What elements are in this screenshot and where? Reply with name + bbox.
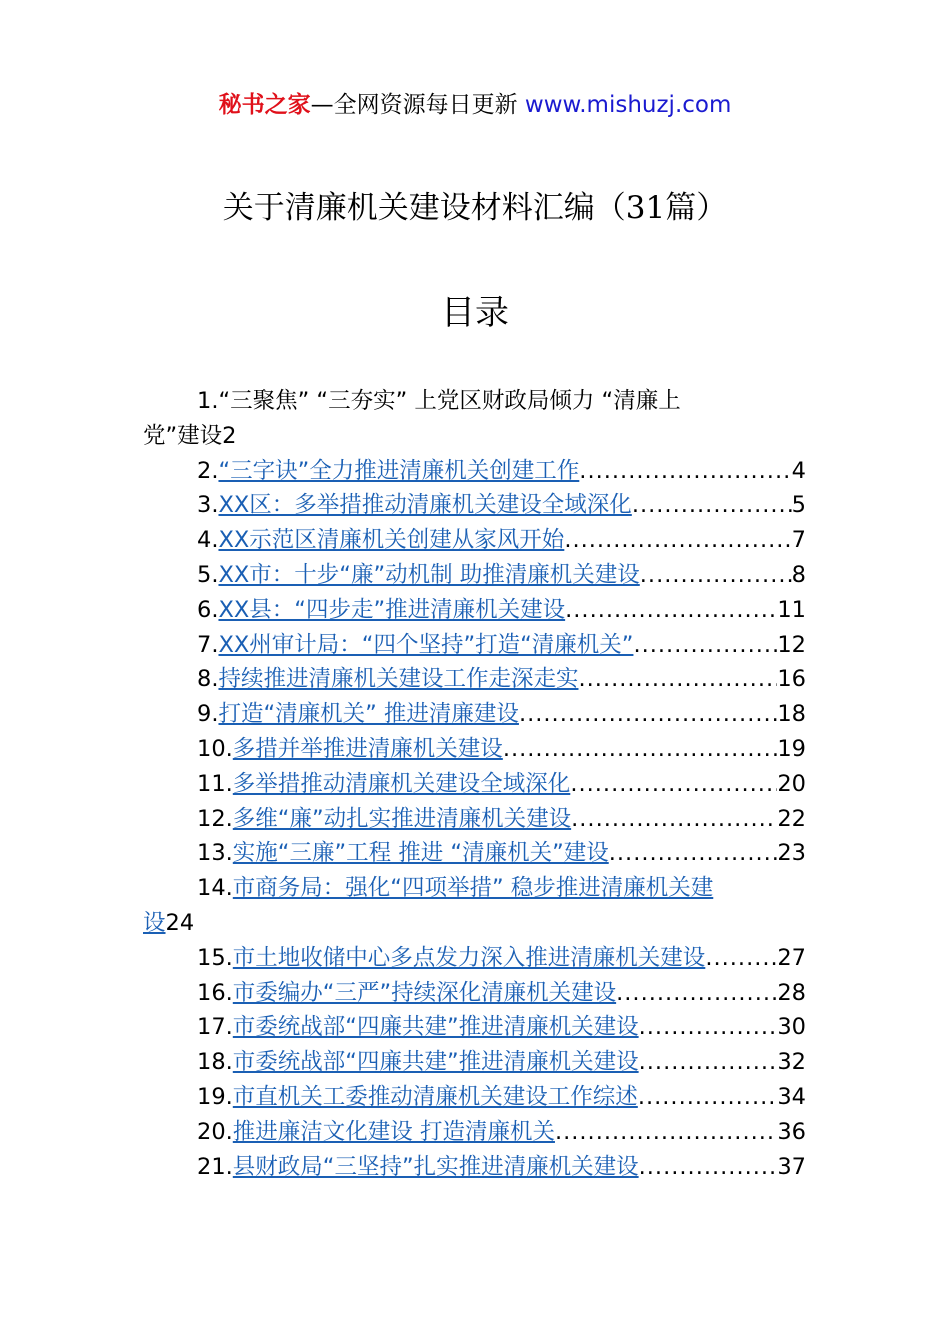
toc-page-number: 12 (777, 631, 806, 658)
toc-entry[interactable] (143, 871, 806, 941)
header-slogan: —全网资源每日更新 (310, 92, 525, 118)
toc-entry-title[interactable]: XX县：“四步走”推进清廉机关建设 (218, 596, 566, 623)
toc-entry-title[interactable]: 县财政局“三坚持”扎实推进清廉机关建设 (232, 1153, 639, 1180)
toc-entry-number: 20. (197, 1118, 233, 1145)
toc-entry-number: 18. (197, 1049, 233, 1076)
toc-entry-title[interactable]: 多举措推动清廉机关建设全域深化 (232, 770, 571, 797)
toc-page-number: 20 (777, 770, 806, 797)
toc-entry-number: 10. (197, 735, 233, 762)
toc-entry[interactable] (143, 558, 806, 593)
toc-page-number: 34 (777, 1083, 806, 1110)
toc-entry-number: 6. (197, 596, 219, 623)
toc-leader-dots (565, 593, 777, 628)
toc-entry-title[interactable]: 多措并举推进清廉机关建设 (232, 735, 503, 762)
toc-entry-title[interactable]: 市土地收储中心多点发力深入推进清廉机关建设 (232, 944, 706, 971)
toc-page-number: 23 (777, 840, 806, 867)
toc-page-number: 36 (777, 1118, 806, 1145)
toc-page-number: 28 (777, 979, 806, 1006)
toc-entry-title[interactable]: 推进廉洁文化建设 打造清廉机关 (232, 1118, 555, 1145)
toc-page-number: 5 (791, 492, 806, 519)
toc-entry-title[interactable]: 打造“清廉机关” 推进清廉建设 (218, 701, 519, 728)
toc-page-number: 4 (791, 457, 806, 484)
toc-page-number: 16 (777, 666, 806, 693)
toc-leader-dots (570, 767, 777, 802)
toc-entry-title-continued: 党”建设 (143, 422, 223, 449)
toc-entry-number: 17. (197, 1014, 233, 1041)
toc-entry-line1 (143, 384, 806, 419)
toc-leader-dots (705, 941, 777, 976)
toc-page-number: 27 (777, 944, 806, 971)
toc-leader-dots (639, 1150, 778, 1185)
toc-page-number: 19 (777, 735, 806, 762)
toc-entry-number: 5. (197, 561, 219, 588)
toc-entry-title[interactable]: 持续推进清廉机关建设工作走深走实 (218, 666, 579, 693)
toc-entry[interactable] (143, 1150, 806, 1185)
toc-leader-dots (564, 523, 791, 558)
brand-name: 秘书之家 (218, 92, 311, 118)
toc-entry[interactable] (143, 697, 806, 732)
toc-entry-number: 3. (197, 492, 219, 519)
document-title: 关于清廉机关建设材料汇编（31篇） (222, 190, 728, 226)
toc-entry[interactable] (143, 488, 806, 523)
site-url-link[interactable]: www.mishuzj.com (524, 92, 732, 118)
toc-entry[interactable] (143, 941, 806, 976)
toc-entry[interactable] (143, 628, 806, 663)
toc-page-number: 18 (777, 701, 806, 728)
toc-entry[interactable] (143, 836, 806, 871)
toc-page-number: 37 (777, 1153, 806, 1180)
toc-leader-dots (579, 454, 791, 489)
toc-leader-dots (503, 732, 778, 767)
toc-entry[interactable] (143, 1045, 806, 1080)
toc-leader-dots (609, 836, 778, 871)
toc-entry-line2 (143, 906, 806, 941)
toc-entry-title[interactable]: XX市：十步“廉”动机制 助推清廉机关建设 (218, 561, 640, 588)
toc-leader-dots (640, 558, 792, 593)
toc-leader-dots (578, 662, 777, 697)
table-of-contents (143, 384, 806, 1184)
toc-entry[interactable] (143, 732, 806, 767)
toc-entry[interactable] (143, 976, 806, 1011)
toc-entry-number: 19. (197, 1083, 233, 1110)
toc-entry-title[interactable]: XX区：多举措推动清廉机关建设全域深化 (218, 492, 632, 519)
toc-entry-title[interactable]: 市委编办“三严”持续深化清廉机关建设 (232, 979, 617, 1006)
toc-entry-title-continued[interactable]: 设 (143, 909, 166, 936)
toc-entry-number: 21. (197, 1153, 233, 1180)
toc-leader-dots (555, 1115, 777, 1150)
toc-entry[interactable] (143, 523, 806, 558)
toc-entry-title: “三聚焦” “三夯实” 上党区财政局倾力 “清廉上 (218, 388, 681, 414)
toc-entry-number: 16. (197, 979, 233, 1006)
toc-page-number: 2 (222, 422, 237, 449)
toc-entry[interactable] (143, 454, 806, 489)
toc-heading: 目录 (441, 293, 509, 333)
toc-page-number: 8 (791, 561, 806, 588)
toc-entry-line2 (143, 419, 806, 454)
toc-entry-line1 (143, 871, 806, 906)
toc-entry[interactable] (143, 662, 806, 697)
toc-entry[interactable] (143, 1115, 806, 1150)
toc-entry-title[interactable]: 多维“廉”动扎实推进清廉机关建设 (232, 805, 572, 832)
toc-entry-title[interactable]: 市商务局：强化“四项举措” 稳步推进清廉机关建 (232, 875, 714, 902)
toc-entry[interactable] (143, 1010, 806, 1045)
toc-entry[interactable] (143, 384, 806, 454)
toc-entry-title[interactable]: 市委统战部“四廉共建”推进清廉机关建设 (232, 1049, 639, 1076)
toc-leader-dots (632, 488, 792, 523)
toc-entry-title[interactable]: 市委统战部“四廉共建”推进清廉机关建设 (232, 1014, 639, 1041)
toc-entry-number: 1. (197, 388, 219, 414)
toc-page-number: 30 (777, 1014, 806, 1041)
toc-entry-number: 4. (197, 527, 219, 554)
toc-page-number: 7 (791, 527, 806, 554)
toc-entry-number: 8. (197, 666, 219, 693)
toc-leader-dots (616, 976, 777, 1011)
toc-entry[interactable] (143, 802, 806, 837)
toc-entry[interactable] (143, 593, 806, 628)
toc-page-number: 22 (777, 805, 806, 832)
toc-entry[interactable] (143, 1080, 806, 1115)
toc-entry-title[interactable]: 市直机关工委推动清廉机关建设工作综述 (232, 1083, 638, 1110)
site-header (0, 88, 950, 122)
toc-page-number: 32 (777, 1049, 806, 1076)
toc-leader-dots (571, 802, 777, 837)
toc-entry-number: 15. (197, 944, 233, 971)
toc-entry-title[interactable]: 实施“三廉”工程 推进 “清廉机关”建设 (232, 840, 609, 867)
toc-entry-number: 14. (197, 875, 233, 902)
toc-entry-number: 9. (197, 701, 219, 728)
toc-entry[interactable] (143, 767, 806, 802)
toc-leader-dots (639, 1045, 778, 1080)
toc-leader-dots (639, 1010, 778, 1045)
toc-entry-number: 7. (197, 631, 219, 658)
toc-entry-number: 11. (197, 770, 233, 797)
toc-entry-title[interactable]: XX示范区清廉机关创建从家风开始 (218, 527, 565, 554)
toc-leader-dots (519, 697, 777, 732)
toc-entry-title[interactable]: XX州审计局：“四个坚持”打造“清廉机关” (218, 631, 634, 658)
toc-entry-title[interactable]: “三字诀”全力推进清廉机关创建工作 (218, 457, 580, 484)
toc-page-number: 24 (165, 909, 195, 936)
toc-entry-number: 12. (197, 805, 233, 832)
toc-leader-dots (638, 1080, 778, 1115)
toc-entry-number: 13. (197, 840, 233, 867)
toc-leader-dots (633, 628, 777, 663)
toc-page-number: 11 (777, 596, 806, 623)
toc-entry-number: 2. (197, 457, 219, 484)
